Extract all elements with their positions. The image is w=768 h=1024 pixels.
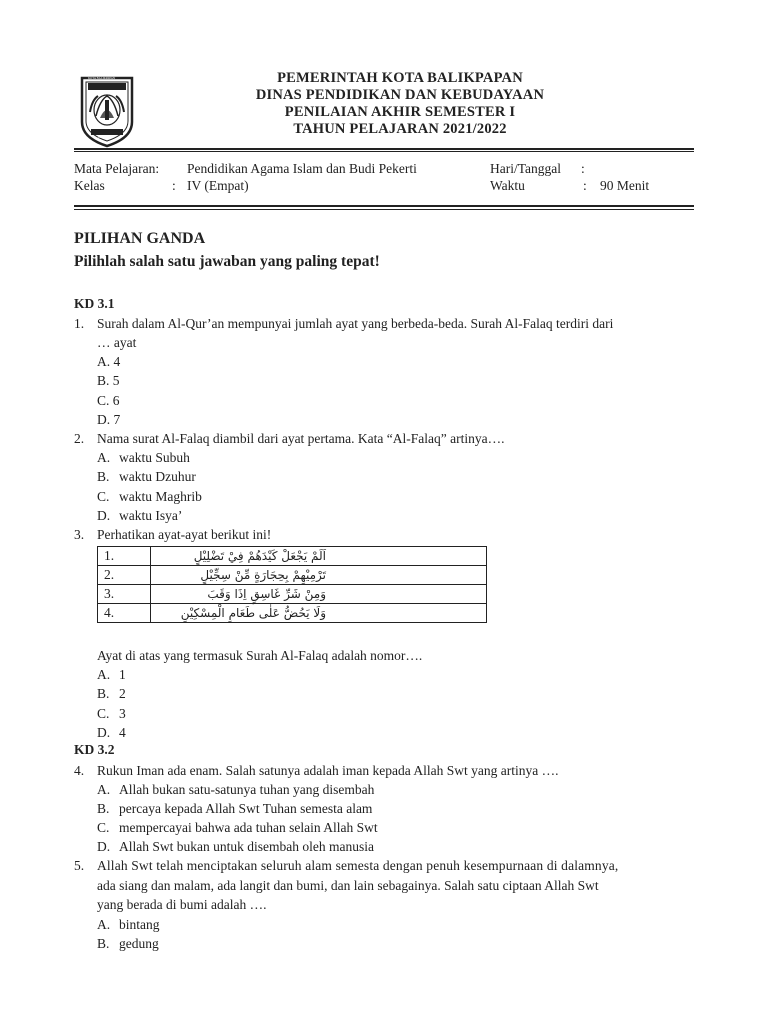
option-text: waktu Subuh	[119, 450, 190, 465]
header-rule-thin	[74, 151, 694, 152]
option-text: waktu Maghrib	[119, 489, 202, 504]
kd-heading: KD 3.1	[74, 296, 115, 311]
option-text: waktu Dzuhur	[119, 469, 196, 484]
option-letter: D.	[97, 508, 111, 523]
date-label: Hari/Tanggal	[490, 161, 562, 176]
subject-label: Mata Pelajaran:	[74, 161, 160, 176]
question-text: yang berada di bumi adalah ….	[97, 897, 267, 912]
subject-value: Pendidikan Agama Islam dan Budi Pekerti	[187, 161, 417, 176]
question-text: Allah Swt telah menciptakan seluruh alam semesta dengan penuh kesempurnaan di dalamnya,	[97, 858, 619, 873]
option	[97, 508, 182, 524]
question-text: Nama surat Al-Falaq diambil dari ayat pertama. Kata “Al-Falaq” artinya….	[97, 431, 505, 446]
option-letter: B.	[97, 469, 110, 484]
option: C. 6	[97, 393, 120, 408]
question-text: Rukun Iman ada enam. Salah satunya adalah iman kepada Allah Swt yang artinya ….	[97, 763, 559, 778]
option	[97, 667, 126, 683]
time-colon: :	[583, 178, 587, 193]
option-letter: C.	[97, 706, 110, 721]
option	[97, 801, 372, 817]
meta-rule-thick	[74, 205, 694, 207]
option-letter: A.	[97, 450, 111, 465]
option-letter: D.	[97, 839, 111, 854]
header-line-2: DINAS PENDIDIKAN DAN KEBUDAYAAN	[255, 87, 545, 103]
option-letter: C.	[97, 820, 110, 835]
table-row	[98, 585, 487, 604]
ayat-number: 2.	[98, 566, 151, 585]
header-line-3: PENILAIAN AKHIR SEMESTER I	[284, 104, 516, 120]
question-text: … ayat	[97, 335, 137, 350]
ayat-text: وَلَا يَحُضُّ عَلٰى طَعَامِ الْمِسْكِيْنِ	[151, 604, 487, 623]
option: A. 4	[97, 354, 121, 369]
section-instruction: Pilihlah salah satu jawaban yang paling tepat!	[74, 253, 380, 270]
table-row	[98, 604, 487, 623]
option-text: Allah bukan satu-satunya tuhan yang disembah	[119, 782, 375, 797]
option-letter: A.	[97, 667, 111, 682]
date-colon: :	[581, 161, 585, 176]
ayat-table	[97, 546, 487, 623]
option	[97, 725, 126, 741]
option-letter: B.	[97, 686, 110, 701]
question-text: ada siang dan malam, ada langit dan bumi, dan lain sebagainya. Salah satu ciptaan Allah Swt	[97, 878, 599, 893]
class-colon: :	[172, 178, 176, 193]
option-text: Allah Swt bukan untuk disembah oleh manusia	[119, 839, 374, 854]
option: B. 5	[97, 373, 120, 388]
option	[97, 917, 160, 933]
option-letter: C.	[97, 489, 110, 504]
option-text: 1	[119, 667, 126, 682]
option-letter: A.	[97, 917, 111, 932]
option	[97, 469, 196, 485]
table-row	[98, 547, 487, 566]
option-text: bintang	[119, 917, 160, 932]
option-text: 3	[119, 706, 126, 721]
table-row	[98, 566, 487, 585]
option	[97, 686, 126, 702]
class-value: IV (Empat)	[187, 178, 249, 193]
ayat-text: تَرْمِيْهِمْ بِحِجَارَةٍ مِّنْ سِجِّيْلٍ	[151, 566, 487, 585]
question-number: 4.	[74, 763, 85, 778]
logo-text-bottom: BERIMAN	[98, 135, 112, 139]
option-text: gedung	[119, 936, 159, 951]
option: D. 7	[97, 412, 121, 427]
option	[97, 782, 374, 798]
option-text: 2	[119, 686, 126, 701]
question-number: 5.	[74, 858, 85, 873]
option	[97, 839, 374, 855]
ayat-number: 1.	[98, 547, 151, 566]
question-text: Ayat di atas yang termasuk Surah Al-Falaq adalah nomor….	[97, 648, 423, 663]
logo-text-top: KOTA BALIKPAPAN	[88, 76, 116, 80]
ayat-text: اَلَمْ يَجْعَلْ كَيْدَهُمْ فِيْ تَضْلِيْلٍ	[151, 547, 487, 566]
option-letter: B.	[97, 936, 110, 951]
section-title: PILIHAN GANDA	[74, 230, 206, 247]
option	[97, 450, 190, 466]
header-rule-thick	[74, 148, 694, 150]
option-text: 4	[119, 725, 126, 740]
option	[97, 489, 202, 505]
option-letter: A.	[97, 782, 111, 797]
question-number: 1.	[74, 316, 85, 331]
kd-heading: KD 3.2	[74, 742, 115, 757]
meta-rule-thin	[74, 209, 694, 210]
time-value: 90 Menit	[600, 178, 650, 193]
question-number: 3.	[74, 527, 85, 542]
question-text: Perhatikan ayat-ayat berikut ini!	[97, 527, 272, 542]
option-letter: B.	[97, 801, 110, 816]
question-number: 2.	[74, 431, 85, 446]
option-letter: D.	[97, 725, 111, 740]
option-text: waktu Isya’	[119, 508, 183, 523]
ayat-number: 3.	[98, 585, 151, 604]
option	[97, 820, 378, 836]
ayat-text: وَمِنْ شَرِّ غَاسِقٍ اِذَا وَقَبَ	[151, 585, 487, 604]
header-line-4: TAHUN PELAJARAN 2021/2022	[293, 121, 507, 137]
header-line-1: PEMERINTAH KOTA BALIKPAPAN	[277, 70, 523, 86]
class-label: Kelas	[74, 178, 105, 193]
option	[97, 936, 159, 952]
option-text: percaya kepada Allah Swt Tuhan semesta alam	[119, 801, 373, 816]
ayat-number: 4.	[98, 604, 151, 623]
question-text: Surah dalam Al-Qur’an mempunyai jumlah ayat yang berbeda-beda. Surah Al-Falaq terdiri dari	[97, 316, 614, 331]
option	[97, 706, 126, 722]
time-label: Waktu	[490, 178, 525, 193]
option-text: mempercayai bahwa ada tuhan selain Allah Swt	[119, 820, 378, 835]
